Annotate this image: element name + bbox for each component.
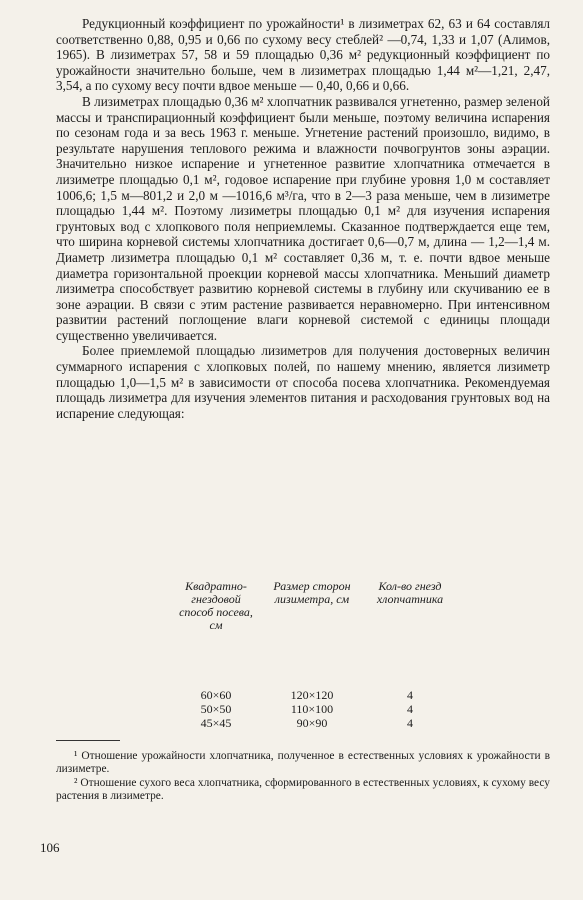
table-header-sowing: Квадратно-гнездовой способ посева, см (179, 579, 253, 632)
table-cell: 50×50 (200, 702, 232, 716)
footnote-1: ¹ Отношение урожайности хлопчатника, полученное в естественных условиях к урожайности в лизиметре. (56, 750, 550, 775)
table-header-size: Размер сторон лизиметра, см (273, 579, 351, 606)
table-header-row (168, 580, 460, 688)
table-cell: 4 (407, 716, 413, 730)
main-text (56, 16, 550, 421)
table-cell: 4 (407, 688, 413, 702)
table-cell: 110×100 (290, 702, 334, 716)
table-cell: 90×90 (296, 716, 328, 730)
footnotes (56, 750, 550, 804)
table-row (168, 688, 460, 702)
table-cell: 60×60 (200, 688, 232, 702)
lysimeter-size-table (168, 580, 460, 730)
table-cell: 45×45 (200, 716, 232, 730)
table-row (168, 702, 460, 716)
table-cell: 4 (407, 702, 413, 716)
table-row (168, 716, 460, 730)
table-header-count: Кол-во гнезд хлопчатника (376, 579, 444, 606)
page-number: 106 (40, 840, 60, 855)
paragraph-2: В лизиметрах площадью 0,36 м² хлопчатник развивался угнетенно, размер зеленой массы и транспирационный коэффициент были меньше, поэтому величина испарения по сезонам года и за весь 1963 г. меньше. Угнетение растений произошло, видимо, в результате нарушения теплового режима и влажности почвогрунтов зоны аэрации. Значительно низкое испарение и угнетенное развитие хлопчатника отмечается в лизиметре площадью 0,1 м², годовое испарение при глубине уровня 1,0 м составляет 1006,6; 1,5 м—801,2 и 2,0 м —1016,6 м³/га, что в 2—3 раза меньше, чем в лизиметре площадью 1,44 м². Поэтому лизиметры площадью 0,1 м² для изучения испарения грунтовых вод с хлопкового поля неприемлемы. Сказанное подтверждается еще тем, что ширина корневой системы хлопчатника достигает 0,6—0,7 м, длина — 1,2—1,4 м. Диаметр лизиметра площадью 0,1 м² составляет 0,36 м, т. е. почти вдвое меньше диаметра горизонтальной проекции корневой массы хлопчатника. Меньший диаметр лизиметра способствует развитию корневой системы в глубину или скучиванию ее в зоне аэрации. В связи с этим растение развивается неравномерно. При интенсивном развитии растений поглощение влаги корневой системой с единицы площади существенно увеличивается. (56, 93, 550, 343)
footnote-2: ² Отношение сухого веса хлопчатника, сформированного в естественных условиях, к сухому весу растения в лизиметре. (56, 777, 550, 802)
table-cell: 120×120 (290, 688, 334, 702)
paragraph-1: Редукционный коэффициент по урожайности¹ в лизиметрах 62, 63 и 64 составлял соответственно 0,88, 0,95 и 0,66 по сухому весу стеблей² —0,74, 1,33 и 1,07 (Алимов, 1965). В лизиметрах 57, 58 и 59 площадью 0,36 м² редукционный коэффициент по урожайности значительно больше, чем в лизиметрах площадью 1,44 м²—1,21, 2,47, 3,54, а по сухому весу почти вдвое меньше — 0,40, 0,66 и 0,66. (56, 16, 550, 94)
paragraph-3: Более приемлемой площадью лизиметров для получения достоверных величин суммарного испарения с хлопковых полей, по нашему мнению, является лизиметр площадью 1,0—1,5 м² в зависимости от способа посева хлопчатника. Рекомендуемая площадь лизиметра для изучения элементов питания и расходования грунтовых вод на испарение следующая: (56, 343, 550, 421)
footnote-divider (56, 740, 120, 741)
